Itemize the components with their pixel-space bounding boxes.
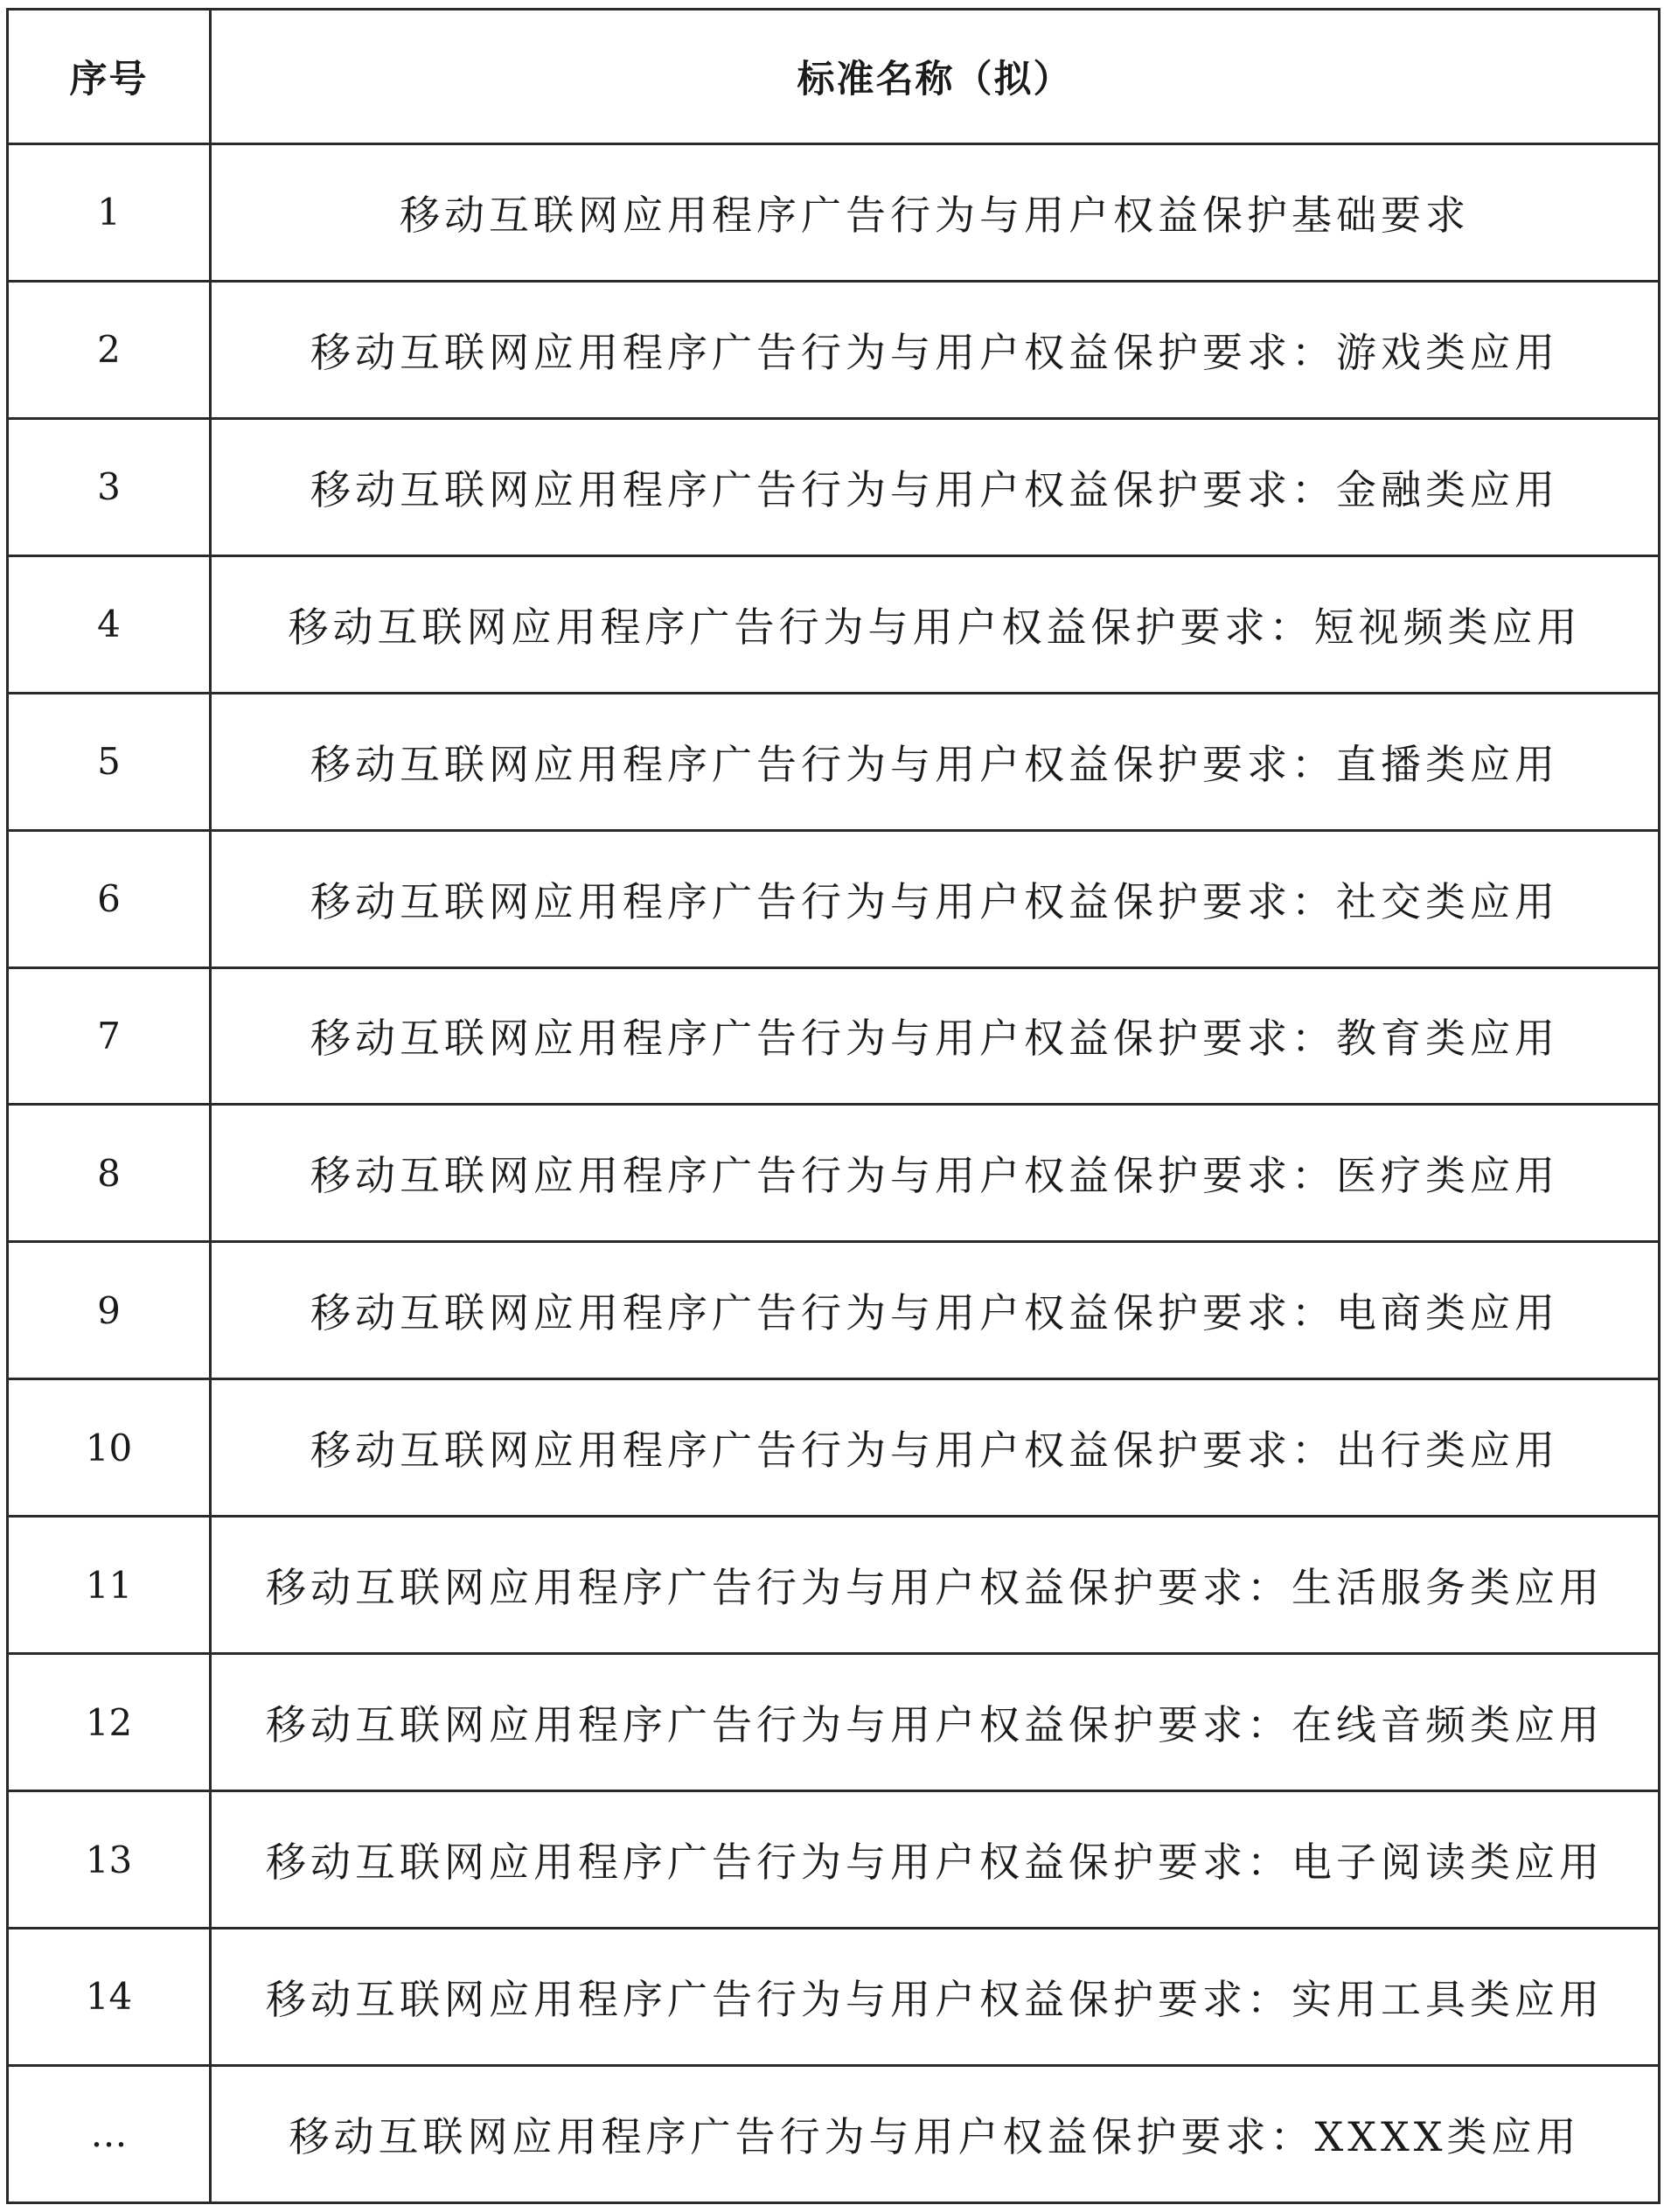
table-row <box>8 1928 1660 2065</box>
row-serial-number: 6 <box>8 830 211 967</box>
row-serial-number: 9 <box>8 1242 211 1379</box>
table-row <box>8 693 1660 830</box>
row-standard-name: 移动互联网应用程序广告行为与用户权益保护要求：实用工具类应用 <box>211 1928 1660 2065</box>
header-serial-number: 序号 <box>8 10 211 144</box>
row-standard-name: 移动互联网应用程序广告行为与用户权益保护要求：教育类应用 <box>211 967 1660 1105</box>
table-row <box>8 830 1660 967</box>
row-serial-number: 11 <box>8 1517 211 1654</box>
table-row <box>8 144 1660 282</box>
table-row <box>8 1242 1660 1379</box>
row-serial-number: 3 <box>8 418 211 555</box>
table-row <box>8 1791 1660 1929</box>
standards-table <box>6 8 1661 2204</box>
row-serial-number: 5 <box>8 693 211 830</box>
table-row <box>8 2065 1660 2202</box>
row-standard-name: 移动互联网应用程序广告行为与用户权益保护要求：社交类应用 <box>211 830 1660 967</box>
row-serial-number: 4 <box>8 555 211 693</box>
table-row <box>8 1379 1660 1517</box>
row-standard-name: 移动互联网应用程序广告行为与用户权益保护要求：生活服务类应用 <box>211 1517 1660 1654</box>
row-serial-number: 7 <box>8 967 211 1105</box>
row-standard-name: 移动互联网应用程序广告行为与用户权益保护要求：医疗类应用 <box>211 1105 1660 1242</box>
row-serial-number: 12 <box>8 1654 211 1791</box>
table-header-row <box>8 10 1660 144</box>
row-serial-number: 8 <box>8 1105 211 1242</box>
row-serial-number: 13 <box>8 1791 211 1929</box>
row-standard-name: 移动互联网应用程序广告行为与用户权益保护基础要求 <box>211 144 1660 282</box>
table-row <box>8 418 1660 555</box>
row-serial-number: … <box>8 2065 211 2202</box>
row-standard-name: 移动互联网应用程序广告行为与用户权益保护要求：游戏类应用 <box>211 281 1660 418</box>
table-row <box>8 967 1660 1105</box>
row-standard-name: 移动互联网应用程序广告行为与用户权益保护要求：XXXX类应用 <box>211 2065 1660 2202</box>
row-standard-name: 移动互联网应用程序广告行为与用户权益保护要求：金融类应用 <box>211 418 1660 555</box>
table-row <box>8 1517 1660 1654</box>
row-serial-number: 14 <box>8 1928 211 2065</box>
row-standard-name: 移动互联网应用程序广告行为与用户权益保护要求：直播类应用 <box>211 693 1660 830</box>
table-row <box>8 555 1660 693</box>
row-standard-name: 移动互联网应用程序广告行为与用户权益保护要求：短视频类应用 <box>211 555 1660 693</box>
row-standard-name: 移动互联网应用程序广告行为与用户权益保护要求：电子阅读类应用 <box>211 1791 1660 1929</box>
row-standard-name: 移动互联网应用程序广告行为与用户权益保护要求：电商类应用 <box>211 1242 1660 1379</box>
row-standard-name: 移动互联网应用程序广告行为与用户权益保护要求：在线音频类应用 <box>211 1654 1660 1791</box>
table-row <box>8 1105 1660 1242</box>
table-row <box>8 1654 1660 1791</box>
header-standard-name: 标准名称（拟） <box>211 10 1660 144</box>
row-serial-number: 1 <box>8 144 211 282</box>
row-standard-name: 移动互联网应用程序广告行为与用户权益保护要求：出行类应用 <box>211 1379 1660 1517</box>
row-serial-number: 2 <box>8 281 211 418</box>
row-serial-number: 10 <box>8 1379 211 1517</box>
table-row <box>8 281 1660 418</box>
